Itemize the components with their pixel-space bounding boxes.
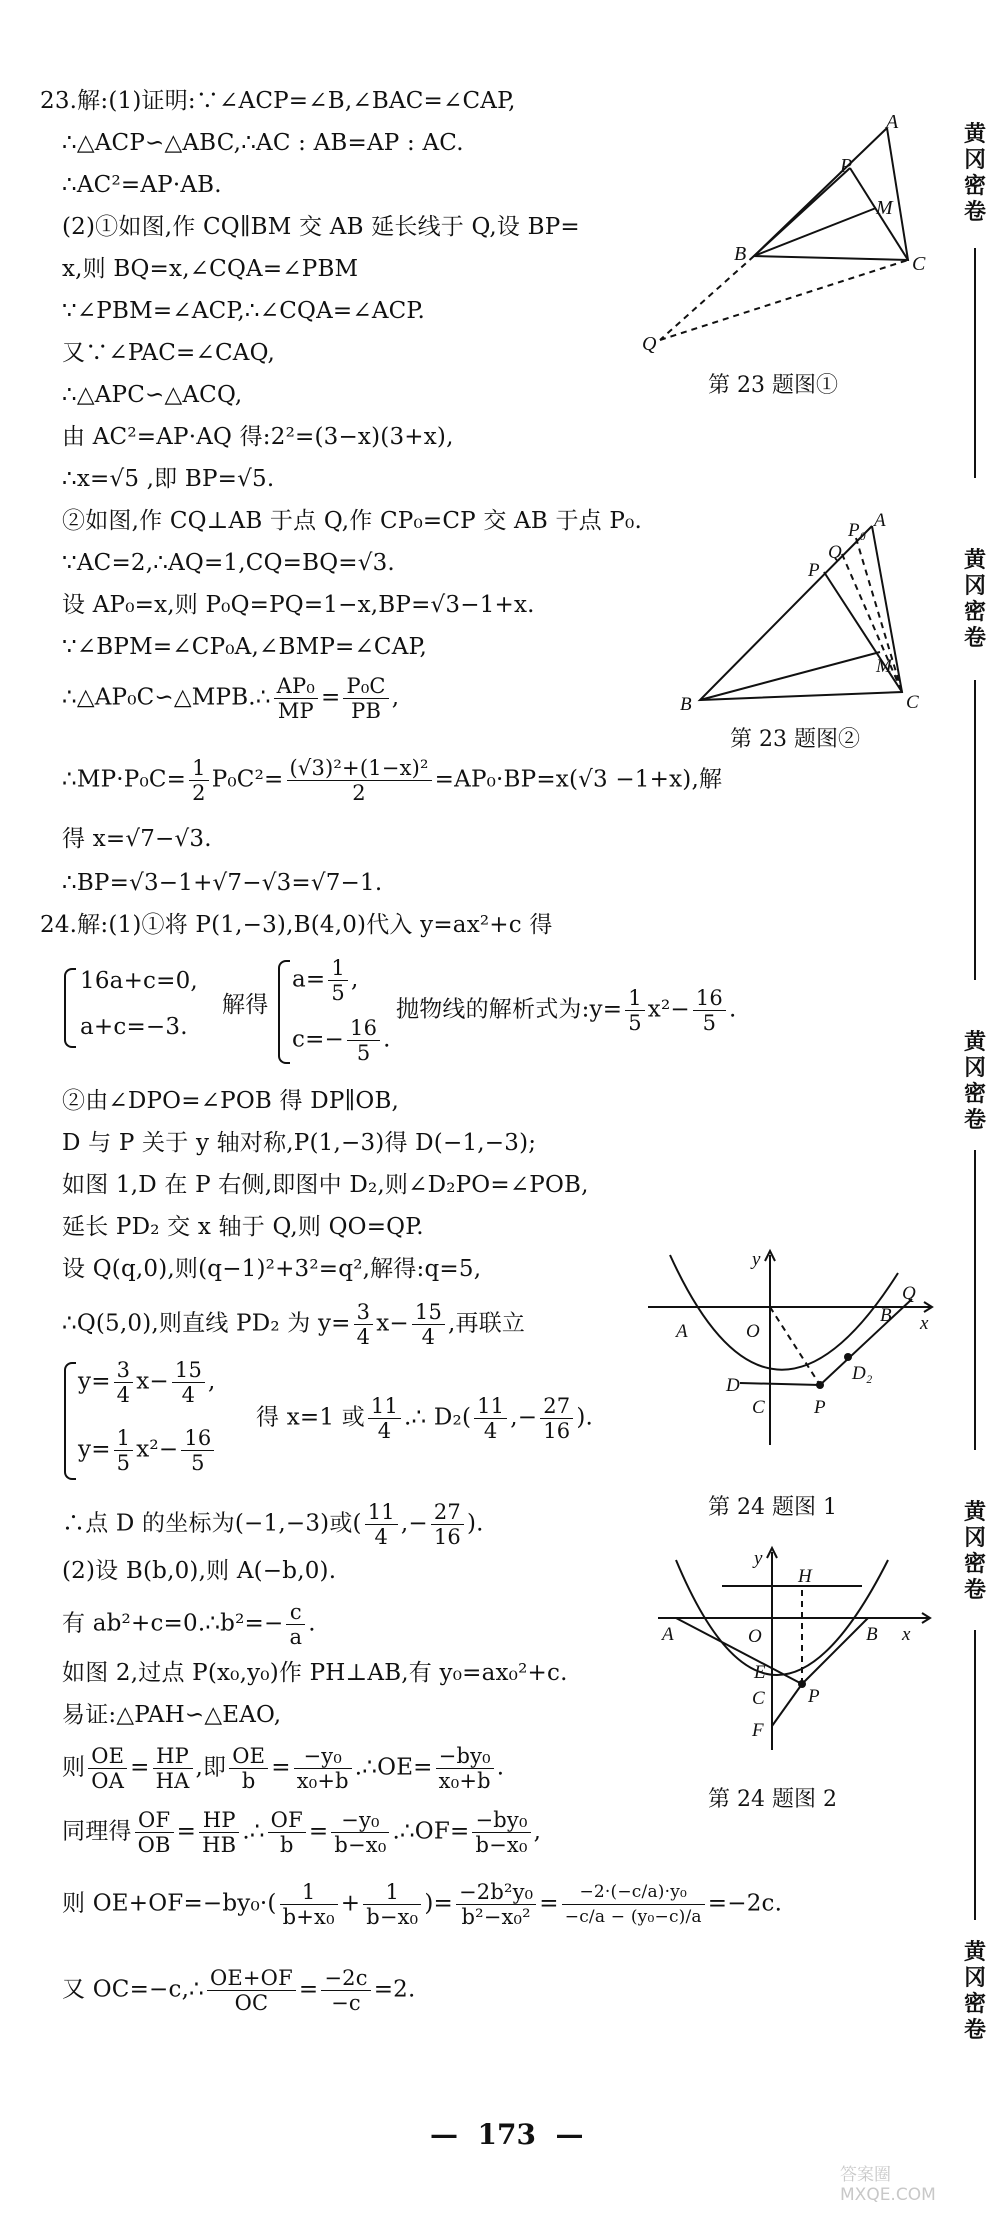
text-line: 如图 2,过点 P(x₀,y₀)作 PH⊥AB,有 y₀=ax₀²+c. (62, 1660, 568, 1686)
side-label: 黄 冈 密 卷 (963, 122, 986, 225)
fraction: $\frac{16}{5}$ (181, 1426, 214, 1475)
side-divider (974, 1150, 976, 1450)
label-m: M (876, 197, 893, 219)
point-p (816, 1381, 824, 1389)
text-line: (2)设 B(b,0),则 A(−b,0). (62, 1558, 337, 1584)
side-label: 黄 冈 密 卷 (963, 1500, 986, 1603)
label-b: B (734, 243, 747, 265)
segment-cq (660, 260, 908, 340)
label-a: A (886, 111, 899, 133)
fraction: $\frac{\text{−by₀}}{\text{b−x₀}}$ (472, 1808, 530, 1857)
fraction: $\frac{\text{−y₀}}{\text{x₀+b}}$ (294, 1744, 352, 1793)
figure-caption: 第 24 题图 2 (708, 1787, 837, 1812)
page-number: — 173 — (430, 2118, 584, 2151)
text-line: 如图 1,D 在 P 右侧,即图中 D₂,则∠D₂PO=∠POB, (62, 1172, 589, 1198)
segment-bm (754, 208, 876, 256)
fraction: $\frac{1}{2}$ (189, 756, 209, 805)
text-line: ∵∠PBM=∠ACP,∴∠CQA=∠ACP. (62, 298, 425, 324)
fraction: $\frac{11}{4}$ (365, 1500, 398, 1549)
fraction: $\frac{\text{P₀C}}{PB}$ (343, 674, 388, 723)
watermark: 答案圈 MXQE.COM (840, 2165, 936, 2205)
label-a: A (662, 1624, 674, 1645)
label-c: C (912, 253, 926, 275)
text-line: 又∵∠PAC=∠CAQ, (62, 340, 276, 366)
text-line: a= $\frac{1}{5}$ , (292, 956, 359, 1005)
figure-23-2 (680, 512, 930, 712)
label-o: O (746, 1321, 760, 1342)
label-p: P (840, 155, 853, 177)
text-line: D 与 P 关于 y 轴对称,P(1,−3)得 D(−1,−3); (62, 1130, 537, 1156)
text-line: ∴MP·P₀C= $\frac{1}{2}$ P₀C²= $\frac{\text{(√3)²+(1−x)²}}{2}$ =AP₀·BP=x(√3 −1+x),解 (62, 756, 723, 805)
text-line: 由 AC²=AP·AQ 得:2²=(3−x)(3+x), (62, 424, 454, 450)
fraction: $\frac{HP}{HB}$ (199, 1808, 239, 1857)
text-line: ∴x=√5 ,即 BP=√5. (62, 466, 275, 492)
fraction: $\frac{OE}{OA}$ (88, 1744, 127, 1793)
side-label: 黄 冈 密 卷 (963, 1940, 986, 2043)
label-c: C (752, 1397, 765, 1418)
text-line: 又 OC=−c,∴ $\frac{OE+OF}{OC}$ = $\frac{-2c}{-c}$ =2. (62, 1966, 416, 2015)
label-a: A (676, 1321, 688, 1342)
label-y: y (752, 1249, 761, 1270)
figure-caption: 第 24 题图 1 (708, 1495, 837, 1520)
fraction: $\frac{HP}{HA}$ (153, 1744, 193, 1793)
parabola (670, 1255, 898, 1370)
fraction: $\frac{OF}{OB}$ (135, 1808, 174, 1857)
segment-bq (660, 256, 754, 340)
label-p: P (814, 1397, 826, 1418)
fraction: $\frac{\text{−2b²y₀}}{\text{b²−x₀²}}$ (456, 1880, 536, 1929)
figure-caption: 第 23 题图① (708, 373, 838, 398)
segment-bm (700, 652, 880, 700)
text-line: ∵AC=2,∴AQ=1,CQ=BQ=√3. (62, 550, 395, 576)
fraction: $\frac{OE}{b}$ (229, 1744, 268, 1793)
fraction: $\frac{11}{4}$ (368, 1394, 401, 1443)
fraction: $\frac{\text{−y₀}}{\text{b−x₀}}$ (331, 1808, 389, 1857)
text-line: 得 x=√7−√3. (62, 826, 212, 852)
fraction: $\frac{16}{5}$ (693, 986, 726, 1035)
label-m: M (876, 656, 892, 677)
text-line: 同理得 $\frac{OF}{OB}$ = $\frac{HP}{HB}$ .∴ $\frac{OF}{b}$ = $\frac{\text{−y₀}}{\text{b−x₀}}$ .∴OF= $\frac{\text{−by₀}}{\text{b−x₀}}$ , (62, 1808, 542, 1857)
label-f: F (752, 1720, 764, 1741)
fraction: $\frac{3}{4}$ (354, 1300, 374, 1349)
label-c: C (752, 1688, 765, 1709)
text-line: ∴Q(5,0),则直线 PD₂ 为 y= $\frac{3}{4}$ x− $\frac{15}{4}$ ,再联立 (62, 1300, 526, 1349)
point-d2 (844, 1353, 852, 1361)
fraction: $\frac{1}{5}$ (328, 956, 348, 1005)
label-y: y (754, 1548, 763, 1569)
triangle-abc (754, 128, 908, 260)
segment-op (770, 1307, 820, 1385)
text-line: 有 ab²+c=0.∴b²=− $\frac{c}{a}$ . (62, 1600, 316, 1649)
text-line: 设 AP₀=x,则 P₀Q=PQ=1−x,BP=√3−1+x. (62, 592, 535, 618)
segment-pb (802, 1618, 868, 1684)
text-line: ∴点 D 的坐标为(−1,−3)或( $\frac{11}{4}$ ,− $\frac{27}{16}$ ). (62, 1500, 484, 1549)
segment-dp (740, 1383, 820, 1385)
segment-bp (754, 168, 850, 256)
label-x: x (920, 1313, 929, 1334)
label-q: Q (902, 1283, 916, 1304)
label-h: H (798, 1566, 812, 1587)
text-line: ②由∠DPO=∠POB 得 DP∥OB, (62, 1088, 400, 1114)
label-b: B (880, 1305, 892, 1326)
text-line: y= $\frac{1}{5}$ x²− $\frac{16}{5}$ (78, 1426, 217, 1475)
label-e: E (754, 1662, 766, 1683)
fraction: $\frac{c}{a}$ (286, 1600, 305, 1649)
label-c: C (906, 692, 919, 712)
text-line: (2)①如图,作 CQ∥BM 交 AB 延长线于 Q,设 BP= (62, 214, 580, 240)
segment-cq (842, 554, 902, 692)
text-line: 则 OE+OF=−by₀·( $\frac{1}{\text{b+x₀}}$ + $\frac{1}{\text{b−x₀}}$ )= $\frac{\text{−2b²y₀}}{\text{b²−x₀²}}$ = $\frac{\text{−2·(−c/a)·y₀}}{\text{−c/a − (y₀−c)/a}}$ =−2c. (62, 1880, 783, 1929)
fraction: $\frac{\text{−2·(−c/a)·y₀}}{\text{−c/a − (y₀−c)/a}}$ (562, 1880, 705, 1929)
text-line: c=− $\frac{16}{5}$ . (292, 1016, 391, 1065)
text-line: x,则 BQ=x,∠CQA=∠PBM (62, 256, 359, 282)
text-line: ∴△ACP∽△ABC,∴AC : AB=AP : AC. (62, 130, 464, 156)
side-divider (974, 1630, 976, 1920)
label-a: A (874, 512, 886, 531)
fraction: $\frac{11}{4}$ (474, 1394, 507, 1443)
segment-ap (676, 1618, 802, 1684)
fraction: $\frac{OF}{b}$ (268, 1808, 306, 1857)
label-p0: P₀ (848, 520, 867, 541)
fraction: $\frac{16}{5}$ (347, 1016, 380, 1065)
fraction: $\frac{1}{5}$ (625, 986, 645, 1035)
side-label: 黄 冈 密 卷 (963, 1030, 986, 1133)
side-divider (974, 248, 976, 478)
side-label: 黄 冈 密 卷 (963, 548, 986, 651)
label-b: B (680, 694, 692, 712)
figure-24-2 (640, 1540, 940, 1760)
text-line: 抛物线的解析式为:y= $\frac{1}{5}$ x²− $\frac{16}{5}$ . (396, 986, 737, 1035)
text-line: 24.解:(1)①将 P(1,−3),B(4,0)代入 y=ax²+c 得 (40, 912, 553, 938)
text-line: ②如图,作 CQ⊥AB 于点 Q,作 CP₀=CP 交 AB 于点 P₀. (62, 508, 642, 534)
text-line: y= $\frac{3}{4}$ x− $\frac{15}{4}$ , (78, 1358, 216, 1407)
fraction: $\frac{-2c}{-c}$ (321, 1966, 370, 2015)
text-line: ∴AC²=AP·AB. (62, 172, 222, 198)
text-line: ∴△AP₀C∽△MPB.∴ $\frac{\text{AP₀}}{MP}$ = $\frac{\text{P₀C}}{PB}$ , (62, 674, 400, 723)
figure-24-1 (640, 1245, 940, 1460)
side-divider (974, 680, 976, 980)
label-o: O (748, 1626, 762, 1647)
fraction: $\frac{3}{4}$ (114, 1358, 134, 1407)
figure-caption: 第 23 题图② (730, 727, 860, 752)
system-brace (64, 968, 76, 1048)
fraction: $\frac{\text{AP₀}}{MP}$ (274, 674, 318, 723)
fraction: $\frac{OE+OF}{OC}$ (207, 1966, 296, 2015)
segment-fp (772, 1684, 802, 1726)
text-line: 16a+c=0, (80, 968, 198, 994)
fraction: $\frac{\text{(√3)²+(1−x)²}}{2}$ (287, 756, 432, 805)
system-brace (278, 960, 290, 1064)
fraction: $\frac{27}{16}$ (540, 1394, 573, 1443)
figure-23-1 (640, 110, 930, 360)
text-line: 解得 (222, 992, 269, 1018)
fraction: $\frac{1}{\text{b−x₀}}$ (363, 1880, 421, 1929)
fraction: $\frac{1}{\text{b+x₀}}$ (280, 1880, 338, 1929)
label-p: P (808, 1686, 820, 1707)
fraction: $\frac{15}{4}$ (172, 1358, 205, 1407)
label-x: x (902, 1624, 911, 1645)
text-line: ∴BP=√3−1+√7−√3=√7−1. (62, 870, 383, 896)
label-d2: D₂ (852, 1363, 873, 1384)
system-brace (64, 1362, 76, 1480)
text-line: 23.解:(1)证明:∵∠ACP=∠B,∠BAC=∠CAP, (40, 88, 516, 114)
label-b: B (866, 1624, 878, 1645)
fraction: $\frac{\text{−by₀}}{\text{x₀+b}}$ (436, 1744, 494, 1793)
label-p: P (808, 560, 820, 581)
text-line: 得 x=1 或 $\frac{11}{4}$ .∴ D₂( $\frac{11}{4}$ ,− $\frac{27}{16}$ ). (256, 1394, 594, 1443)
text-line: 则 $\frac{OE}{OA}$ = $\frac{HP}{HA}$ ,即 $\frac{OE}{b}$ = $\frac{\text{−y₀}}{\text{x₀+b}}$ .∴OE= $\frac{\text{−by₀}}{\text{x₀+b}}$ . (62, 1744, 505, 1793)
text-line: ∴△APC∽△ACQ, (62, 382, 243, 408)
text-line: a+c=−3. (80, 1014, 188, 1040)
label-d: D (726, 1375, 740, 1396)
fraction: $\frac{27}{16}$ (431, 1500, 464, 1549)
label-q: Q (828, 542, 842, 563)
text-line: 延长 PD₂ 交 x 轴于 Q,则 QO=QP. (62, 1214, 424, 1240)
fraction: $\frac{1}{5}$ (114, 1426, 134, 1475)
fraction: $\frac{15}{4}$ (412, 1300, 445, 1349)
label-q: Q (642, 333, 657, 355)
text-line: 设 Q(q,0),则(q−1)²+3²=q²,解得:q=5, (62, 1256, 482, 1282)
text-line: ∵∠BPM=∠CP₀A,∠BMP=∠CAP, (62, 634, 428, 660)
text-line: 易证:△PAH∽△EAO, (62, 1702, 282, 1728)
point-p (798, 1680, 806, 1688)
